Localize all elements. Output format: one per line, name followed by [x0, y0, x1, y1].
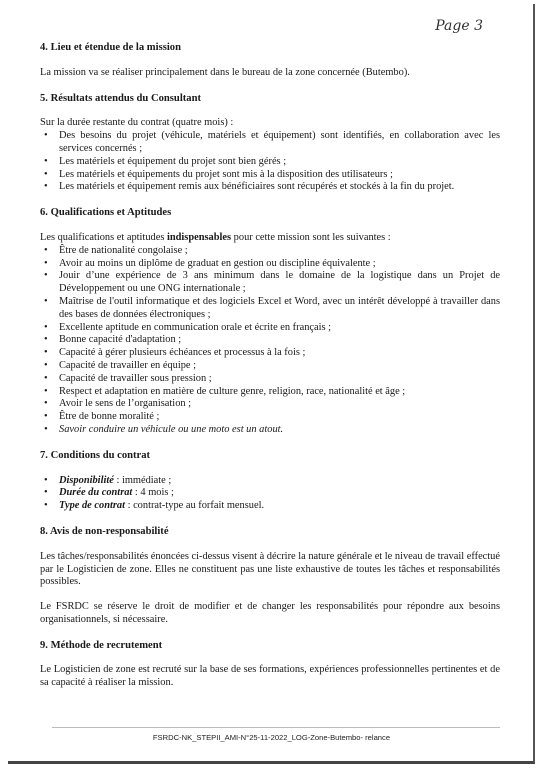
list-item: • Durée du contrat : 4 mois ;	[40, 487, 500, 500]
section-7-list	[40, 475, 500, 513]
section-6-heading: 6. Qualifications et Aptitudes	[40, 207, 172, 219]
section-5-list	[40, 130, 500, 194]
list-item: • Avoir le sens de l’organisation ;	[40, 398, 500, 411]
footer-divider	[52, 727, 500, 728]
list-item: • Être de nationalité congolaise ;	[40, 245, 500, 258]
list-item: • Avoir au moins un diplôme de graduat en gestion ou discipline équivalente ;	[40, 258, 500, 271]
list-item: • Savoir conduire un véhicule ou une moto est un atout.	[40, 424, 500, 437]
page-number: Page 3	[435, 18, 483, 34]
section-5-heading: 5. Résultats attendus du Consultant	[40, 92, 202, 104]
section-4-text: La mission va se réaliser principalement dans le bureau de la zone concernée (Butembo).	[40, 66, 410, 78]
list-item: • Capacité à gérer plusieurs échéances et processus à la fois ;	[40, 347, 500, 360]
document-body	[40, 42, 500, 690]
section-8-heading: 8. Avis de non-responsabilité	[40, 525, 169, 537]
list-item: • Excellente aptitude en communication orale et écrite en français ;	[40, 322, 500, 335]
section-4-heading: 4. Lieu et étendue de la mission	[40, 42, 181, 53]
section-5-intro: Sur la durée restante du contrat (quatre mois) :	[40, 117, 234, 129]
list-item: • Bonne capacité d'adaptation ;	[40, 334, 500, 347]
list-item: • Les matériels et équipement remis aux bénéficiaires sont récupérés et stockés à la fin du projet.	[40, 181, 500, 194]
section-6-list	[40, 245, 500, 437]
list-item: • Les matériels et équipements du projet sont mis à la disposition des utilisateurs ;	[40, 169, 500, 182]
list-item: • Capacité de travailler en équipe ;	[40, 360, 500, 373]
list-item: • Respect et adaptation en matière de culture genre, religion, race, nationalité et âge ;	[40, 386, 500, 399]
section-9-heading: 9. Méthode de recrutement	[40, 639, 163, 651]
list-item: • Capacité de travailler sous pression ;	[40, 373, 500, 386]
footer-reference: FSRDC-NK_STEPII_AMI-N°25-11-2022_LOG-Zone-Butembo- relance	[152, 733, 391, 742]
list-item: • Maîtrise de l'outil informatique et des logiciels Excel et Word, avec un intérêt développé à travailler dans des bases de données électroniques ;	[40, 296, 500, 322]
section-8-paragraph-2: Le FSRDC se réserve le droit de modifier et de changer les responsabilités pour répondre aux besoins organisationnels, si nécessaire.	[40, 601, 500, 625]
section-9-text: Le Logisticien de zone est recruté sur la base de ses formations, expériences professionnelles pertinentes et de sa capacité à réaliser la mission.	[40, 664, 500, 689]
section-6-intro: Les qualifications et aptitudes indispensables pour cette mission sont les suivantes :	[40, 231, 391, 243]
section-7-heading: 7. Conditions du contrat	[40, 449, 151, 461]
list-item: • Des besoins du projet (véhicule, matériels et équipement) sont identifiés, en collaboration avec les services concernés ;	[40, 130, 500, 156]
list-item: • Type de contrat : contrat-type au forfait mensuel.	[40, 500, 500, 513]
section-8-paragraph-1: Les tâches/responsabilités énoncées ci-dessus visent à décrire la nature générale et le niveau de travail effectué par le Logisticien de zone. Elles ne constituent pas une liste exhaustive de toutes les tâches et responsabilités possibles.	[40, 550, 500, 588]
list-item: • Disponibilité : immédiate ;	[40, 475, 500, 488]
list-item: • Jouir d’une expérience de 3 ans minimum dans le domaine de la logistique dans un Projet de Développement ou une ONG internationale ;	[40, 270, 500, 296]
document-page	[8, 4, 535, 764]
list-item: • Être de bonne moralité ;	[40, 411, 500, 424]
list-item: • Les matériels et équipement du projet sont bien gérés ;	[40, 156, 500, 169]
